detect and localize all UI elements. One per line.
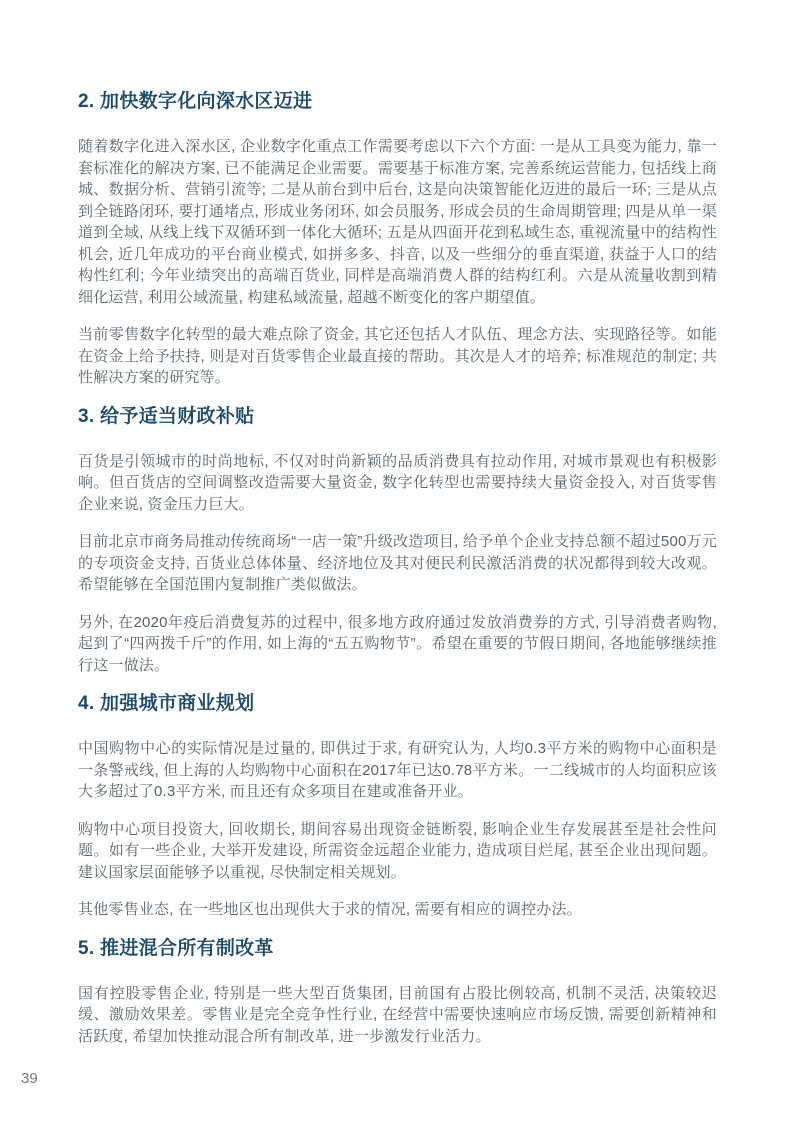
paragraph-digitalization-six-aspects: 随着数字化进入深水区, 企业数字化重点工作需要考虑以下六个方面: 一是从工具变为能力, 靠一套标准化的解决方案, 已不能满足企业需要。需要基于标准方案, 完善系统运营能力, 包括线上商城、数据分析、营销引流等; 二是从前台到中后台, 这是向决策智能化迈进的最后一环; 三是从点到全链路闭环, 要打通堵点, 形成业务闭环, 如会员服务, 形成会员的生命周期管理; 四是从单一渠道到全域, 从线上线下双循环到一体化大循环; 五是从四面开花到私域生态, 重视流量中的结构性机会, 近几年成功的平台商业模式, 如拼多多、抖音, 以及一些细分的垂直渠道, 获益于人口的结构性红利; 今年业绩突出的高端百货业, 同样是高端消费人群的结构红利。六是从流量收割到精细化运营, 利用公域流量, 构建私域流量, 超越不断变化的客户期望值。 [78,138,717,306]
paragraph-state-owned-retail-reform: 国有控股零售企业, 特别是一些大型百货集团, 目前国有占股比例较高, 机制不灵活, 决策较迟缓、激励效果差。零售业是完全竞争性行业, 在经营中需要快速响应市场反馈, 需要创新精神和活跃度, 希望加快推动混合所有制改革, 进一步激发行业活力。 [78,984,717,1045]
paragraph-shopping-center-oversupply: 中国购物中心的实际情况是过量的, 即供过于求, 有研究认为, 人均0.3平方米的购物中心面积是一条警戒线, 但上海的人均购物中心面积在2017年已达0.78平方米。一二线城市的人均面积应该大多超过了0.3平方米, 而且还有众多项目在建或准备开业。 [78,740,717,800]
page-number: 39 [21,1070,38,1087]
section-heading-mixed-ownership-reform: 5. 推进混合所有制改革 [78,937,274,959]
paragraph-digitalization-difficulties: 当前零售数字化转型的最大难点除了资金, 其它还包括人才队伍、理念方法、实现路径等。如能在资金上给予扶持, 则是对百货零售企业最直接的帮助。其次是人才的培养; 标准规范的制定; 共性解决方案的研究等。 [78,326,717,386]
paragraph-beijing-one-store-one-policy: 目前北京市商务局推动传统商场“一店一策”升级改造项目, 给予单个企业支持总额不超过500万元的专项资金支持, 百货业总体体量、经济地位及其对便民利民激活消费的状况都得到较大改观。希望能够在全国范围内复制推广类似做法。 [78,533,717,593]
paragraph-consumption-coupons: 另外, 在2020年疫后消费复苏的过程中, 很多地方政府通过发放消费券的方式, 引导消费者购物, 起到了“四两拨千斤”的作用, 如上海的“五五购物节”。希望在重要的节假日期间, 各地能够继续推行这一做法。 [78,613,717,674]
section-heading-fiscal-subsidy: 3. 给予适当财政补贴 [78,405,255,427]
paragraph-other-retail-formats: 其他零售业态, 在一些地区也出现供大于求的情况, 需要有相应的调控办法。 [78,901,582,918]
section-heading-digitalization: 2. 加快数字化向深水区迈进 [78,91,313,112]
section-heading-urban-commercial-planning: 4. 加强城市商业规划 [78,693,255,714]
paragraph-shopping-center-investment-risk: 购物中心项目投资大, 回收期长, 期间容易出现资金链断裂, 影响企业生存发展甚至是社会性问题。如有一些企业, 大举开发建设, 所需资金远超企业能力, 造成项目烂尾, 甚至企业出现问题。建议国家层面能够予以重视, 尽快制定相关规划。 [78,820,717,881]
paragraph-department-store-funding: 百货是引领城市的时尚地标, 不仅对时尚新颖的品质消费具有拉动作用, 对城市景观也有积极影响。但百货店的空间调整改造需要大量资金, 数字化转型也需要持续大量资金投入, 对百货零售企业来说, 资金压力巨大。 [78,452,717,513]
